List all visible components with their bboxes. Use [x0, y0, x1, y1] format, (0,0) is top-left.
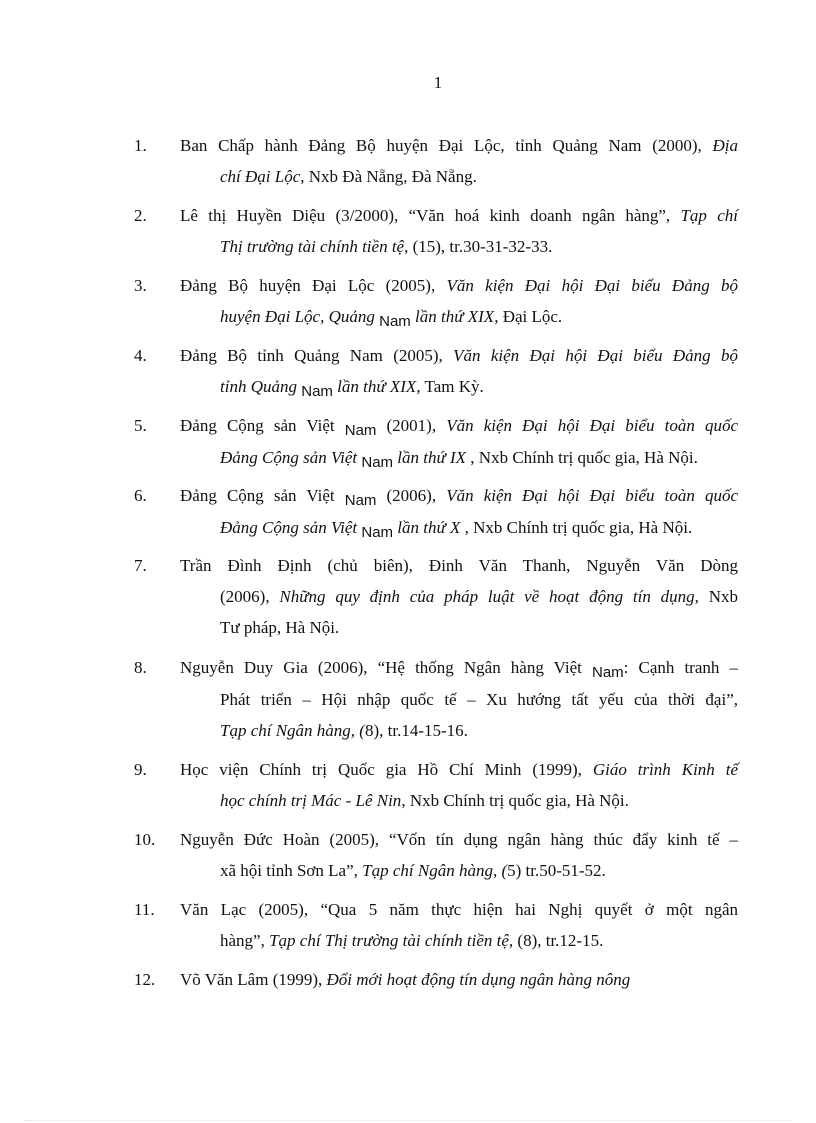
- reference-number: 5.: [134, 416, 147, 435]
- text-run: , Nxb Chính trị quốc gia, Hà Nội.: [401, 791, 629, 810]
- italic-text-run: Văn kiện Đại hội Đại biểu Đảng bộ: [446, 276, 738, 295]
- reference-number: 3.: [134, 276, 147, 295]
- reference-entry: [0, 480, 816, 544]
- italic-text-run: Những quy định của pháp luật về hoạt động tín dụng: [279, 587, 695, 606]
- reference-line: [180, 442, 738, 474]
- reference-number: 9.: [134, 760, 147, 779]
- text-run: , Nxb Chính trị quốc gia, Hà Nội.: [470, 448, 698, 467]
- reference-line: [180, 855, 738, 886]
- text-run: 5) tr.50-51-52.: [507, 861, 606, 880]
- reference-entry: [0, 550, 816, 643]
- reference-text: [180, 340, 738, 403]
- reference-text: [180, 410, 738, 474]
- text-run: Đảng Cộng sản Việt: [180, 486, 345, 505]
- italic-text-run: Đổi mới hoạt động tín dụng ngân hàng nông: [326, 970, 631, 989]
- italic-text-run: Đảng Cộng sản Việt: [220, 518, 362, 537]
- reference-number: 6.: [134, 486, 147, 505]
- reference-number: 8.: [134, 658, 147, 677]
- reference-entry: [0, 340, 816, 403]
- reference-line: [180, 754, 738, 785]
- reference-text: [180, 652, 738, 746]
- text-run: , Nxb: [694, 587, 738, 606]
- reference-line: [180, 550, 738, 581]
- reference-line: [180, 231, 738, 262]
- reference-text: [180, 964, 738, 995]
- small-text-run: Nam: [301, 383, 333, 400]
- reference-line: [180, 824, 738, 855]
- reference-line: [180, 480, 738, 512]
- reference-line: [180, 130, 738, 161]
- small-text-run: Nam: [379, 313, 411, 330]
- italic-text-run: Thị trường tài chính tiền tệ: [220, 237, 405, 256]
- text-run: Văn Lạc (2005), “Qua 5 năm thực hiện hai Nghị quyết ở một ngân: [180, 900, 738, 919]
- text-run: Đảng Bộ huyện Đại Lộc (2005),: [180, 276, 447, 295]
- reference-text: [180, 270, 738, 333]
- reference-line: [180, 612, 738, 643]
- italic-text-run: Giáo trình Kinh tế: [592, 760, 738, 779]
- text-run: Ban Chấp hành Đảng Bộ huyện Đại Lộc, tỉnh Quảng Nam (2000),: [180, 136, 713, 155]
- reference-line: [180, 894, 738, 925]
- reference-line: [180, 925, 738, 956]
- reference-number: 7.: [134, 556, 147, 575]
- italic-text-run: tỉnh Quảng: [220, 377, 302, 396]
- italic-text-run: huyện Đại Lộc, Quảng: [220, 307, 380, 326]
- text-run: Phát triển – Hội nhập quốc tế – Xu hướng tất yếu của thời đại”,: [220, 690, 738, 709]
- page-bottom-rule: [24, 1120, 792, 1121]
- italic-text-run: lần thứ XIX: [332, 377, 417, 396]
- reference-entry: [0, 652, 816, 746]
- text-run: Nguyễn Đức Hoàn (2005), “Vốn tín dụng ngân hàng thúc đẩy kinh tế –: [180, 830, 738, 849]
- reference-line: [180, 161, 738, 192]
- italic-text-run: Tạp chí Ngân hàng, (: [362, 861, 508, 880]
- reference-text: [180, 824, 738, 886]
- reference-number: 12.: [134, 970, 156, 989]
- reference-line: [180, 512, 738, 544]
- reference-entry: [0, 270, 816, 333]
- small-text-run: Nam: [591, 664, 624, 681]
- reference-line: [180, 270, 738, 301]
- text-run: Võ Văn Lâm (1999),: [180, 970, 327, 989]
- italic-text-run: Tạp chí: [680, 206, 738, 225]
- reference-entry: [0, 410, 816, 474]
- reference-number: 10.: [134, 830, 156, 849]
- text-run: , Nxb Đà Nẵng, Đà Nẵng.: [300, 167, 477, 186]
- reference-line: [180, 410, 738, 442]
- italic-text-run: Văn kiện Đại hội Đại biểu Đảng bộ: [453, 346, 738, 365]
- text-run: Nguyễn Duy Gia (2006), “Hệ thống Ngân hàng Việt: [180, 658, 592, 677]
- text-run: , (15), tr.30-31-32-33.: [404, 237, 553, 256]
- reference-entry: [0, 130, 816, 192]
- text-run: Tư pháp, Hà Nội.: [220, 618, 340, 637]
- text-run: xã hội tỉnh Sơn La”,: [220, 861, 363, 880]
- reference-number: 4.: [134, 346, 147, 365]
- reference-line: [180, 371, 738, 403]
- text-run: Đảng Cộng sản Việt: [180, 416, 345, 435]
- italic-text-run: lần thứ IX: [393, 448, 471, 467]
- italic-text-run: chí Đại Lộc: [220, 167, 301, 186]
- reference-number: 11.: [134, 900, 155, 919]
- reference-text: [180, 130, 738, 192]
- small-text-run: Nam: [361, 454, 394, 471]
- reference-number: 2.: [134, 206, 147, 225]
- reference-text: [180, 894, 738, 956]
- reference-line: [180, 785, 738, 816]
- text-run: , Nxb Chính trị quốc gia, Hà Nội.: [464, 518, 693, 537]
- small-text-run: Nam: [361, 524, 394, 541]
- italic-text-run: Địa: [712, 136, 738, 155]
- reference-line: [180, 200, 738, 231]
- reference-text: [180, 480, 738, 544]
- reference-line: [180, 715, 738, 746]
- text-run: (2006),: [376, 486, 447, 505]
- text-run: hàng”,: [220, 931, 270, 950]
- text-run: , Tam Kỳ.: [416, 377, 484, 396]
- italic-text-run: lần thứ X: [393, 518, 465, 537]
- text-run: : Cạnh tranh –: [623, 658, 738, 677]
- reference-line: [180, 301, 738, 333]
- text-run: Lê thị Huyền Diệu (3/2000), “Văn hoá kinh doanh ngân hàng”,: [180, 206, 681, 225]
- italic-text-run: Tạp chí Thị trường tài chính tiền tệ: [269, 931, 509, 950]
- reference-line: [180, 684, 738, 715]
- reference-entry: [0, 964, 816, 995]
- text-run: , (8), tr.12-15.: [508, 931, 604, 950]
- italic-text-run: học chính trị Mác - Lê Nin: [220, 791, 402, 810]
- reference-entry: [0, 200, 816, 262]
- italic-text-run: Tạp chí Ngân hàng, (: [220, 721, 365, 740]
- italic-text-run: lần thứ XIX,: [410, 307, 499, 326]
- text-run: Học viện Chính trị Quốc gia Hồ Chí Minh (1999),: [180, 760, 593, 779]
- reference-line: [180, 340, 738, 371]
- reference-line: [180, 652, 738, 684]
- reference-number: 1.: [134, 136, 147, 155]
- text-run: 8), tr.14-15-16.: [364, 721, 468, 740]
- reference-entry: [0, 824, 816, 886]
- italic-text-run: Văn kiện Đại hội Đại biểu toàn quốc: [446, 486, 738, 505]
- reference-entry: [0, 754, 816, 816]
- reference-text: [180, 754, 738, 816]
- text-run: Trần Đình Định (chủ biên), Đinh Văn Thanh, Nguyễn Văn Dòng: [180, 556, 738, 575]
- reference-line: [180, 964, 738, 995]
- italic-text-run: Đảng Cộng sản Việt: [220, 448, 362, 467]
- reference-line: [180, 581, 738, 612]
- small-text-run: Nam: [344, 492, 377, 509]
- italic-text-run: Văn kiện Đại hội Đại biểu toàn quốc: [446, 416, 738, 435]
- page-number: 1: [433, 73, 443, 92]
- text-run: Đảng Bộ tỉnh Quảng Nam (2005),: [180, 346, 454, 365]
- text-run: (2001),: [376, 416, 447, 435]
- text-run: (2006),: [220, 587, 280, 606]
- reference-text: [180, 200, 738, 262]
- reference-entry: [0, 894, 816, 956]
- text-run: Đại Lộc.: [498, 307, 563, 326]
- reference-text: [180, 550, 738, 643]
- small-text-run: Nam: [344, 422, 377, 439]
